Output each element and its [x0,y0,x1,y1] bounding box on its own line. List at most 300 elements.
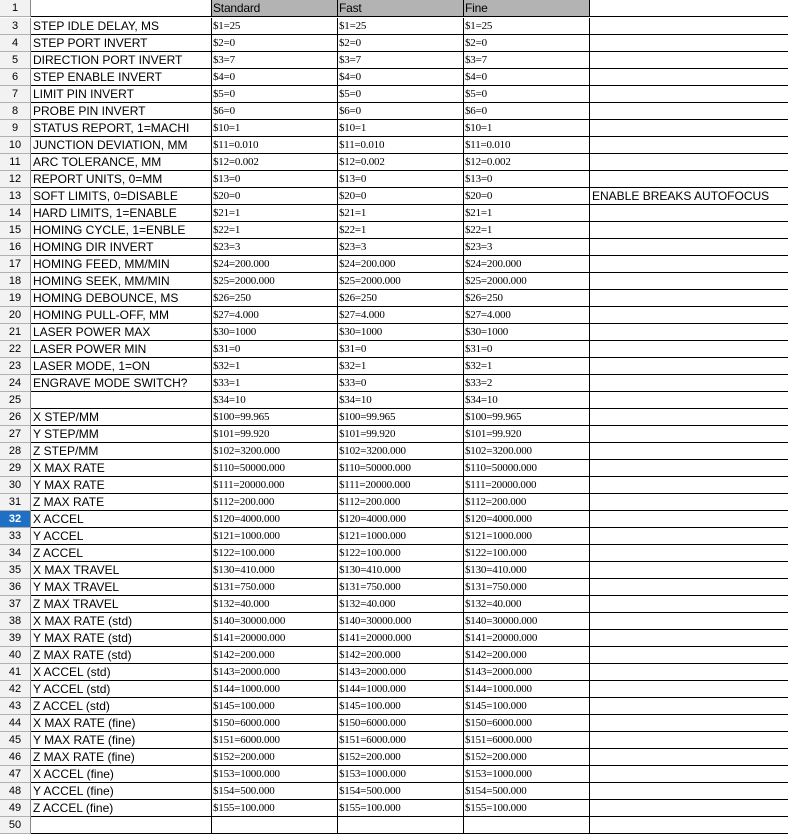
row-header[interactable]: 12 [0,171,31,188]
cell-standard[interactable]: $100=99.965 [212,409,338,426]
table-row [0,256,788,273]
cell-fast[interactable]: $141=20000.000 [338,630,464,647]
row-header[interactable]: 39 [0,630,31,647]
row-header[interactable]: 17 [0,256,31,273]
cell-fast[interactable]: $2=0 [338,35,464,52]
cell-description[interactable]: LASER POWER MIN [31,341,212,358]
cell-fine[interactable]: $6=0 [464,103,590,120]
cell-standard[interactable]: $132=40.000 [212,596,338,613]
cell-standard[interactable]: $121=1000.000 [212,528,338,545]
cell-fine[interactable]: $25=2000.000 [464,273,590,290]
row-header[interactable]: 35 [0,562,31,579]
row-header[interactable]: 16 [0,239,31,256]
cell-fine[interactable]: $153=1000.000 [464,766,590,783]
cell-fast[interactable]: $1=25 [338,18,464,35]
cell-note[interactable] [590,732,788,749]
cell-standard[interactable]: $112=200.000 [212,494,338,511]
cell-note[interactable] [590,443,788,460]
cell-fast[interactable]: $120=4000.000 [338,511,464,528]
cell-standard[interactable]: $31=0 [212,341,338,358]
cell-standard[interactable]: $34=10 [212,392,338,409]
cell-standard[interactable]: $27=4.000 [212,307,338,324]
cell-fine[interactable]: $34=10 [464,392,590,409]
cell-fine[interactable]: $140=30000.000 [464,613,590,630]
table-row [0,409,788,426]
cell-description[interactable]: HOMING SEEK, MM/MIN [31,273,212,290]
cell-fine[interactable]: $100=99.965 [464,409,590,426]
cell-standard[interactable]: $152=200.000 [212,749,338,766]
row-header[interactable]: 20 [0,307,31,324]
column-header-fast[interactable]: Fast [338,0,464,17]
cell-fine[interactable]: $145=100.000 [464,698,590,715]
cell-standard[interactable]: $20=0 [212,188,338,205]
cell-fast[interactable]: $145=100.000 [338,698,464,715]
cell-description[interactable]: X MAX RATE (fine) [31,715,212,732]
cell-description[interactable]: STEP PORT INVERT [31,35,212,52]
cell-description[interactable]: DIRECTION PORT INVERT [31,52,212,69]
cell-description[interactable]: X ACCEL (fine) [31,766,212,783]
row-header[interactable]: 19 [0,290,31,307]
cell-fast[interactable]: $151=6000.000 [338,732,464,749]
cell-fast[interactable]: $27=4.000 [338,307,464,324]
cell[interactable] [590,0,788,17]
cell-note[interactable] [590,511,788,528]
cell-fine[interactable]: $24=200.000 [464,256,590,273]
cell-note[interactable] [590,681,788,698]
cell-fast[interactable]: $12=0.002 [338,154,464,171]
cell-standard[interactable]: $22=1 [212,222,338,239]
cell-fine[interactable]: $112=200.000 [464,494,590,511]
cell-description[interactable]: SOFT LIMITS, 0=DISABLE [31,188,212,205]
cell-note[interactable] [590,154,788,171]
row-header[interactable]: 36 [0,579,31,596]
cell-fast[interactable]: $101=99.920 [338,426,464,443]
cell-fast[interactable]: $13=0 [338,171,464,188]
cell-note[interactable] [590,426,788,443]
cell-note[interactable] [590,52,788,69]
cell-description[interactable]: PROBE PIN INVERT [31,103,212,120]
row-header[interactable]: 21 [0,324,31,341]
cell-fast[interactable]: $152=200.000 [338,749,464,766]
cell-description[interactable]: X STEP/MM [31,409,212,426]
cell-description[interactable]: STEP ENABLE INVERT [31,69,212,86]
cell-note[interactable] [590,698,788,715]
cell-description[interactable]: ARC TOLERANCE, MM [31,154,212,171]
cell-description[interactable] [31,392,212,409]
cell-fast[interactable]: $111=20000.000 [338,477,464,494]
cell-fast[interactable] [338,817,464,834]
cell-fast[interactable]: $11=0.010 [338,137,464,154]
row-header[interactable]: 3 [0,18,31,35]
cell-description[interactable]: Z MAX TRAVEL [31,596,212,613]
row-header[interactable]: 49 [0,800,31,817]
column-header-fine[interactable]: Fine [464,0,590,17]
row-header[interactable]: 32 [0,511,31,528]
cell-note[interactable] [590,783,788,800]
cell-standard[interactable]: $13=0 [212,171,338,188]
row-header[interactable]: 13 [0,188,31,205]
cell-fine[interactable]: $33=2 [464,375,590,392]
row-header[interactable]: 4 [0,35,31,52]
cell-description[interactable]: JUNCTION DEVIATION, MM [31,137,212,154]
cell-standard[interactable]: $142=200.000 [212,647,338,664]
cell-description[interactable]: STATUS REPORT, 1=MACHI [31,120,212,137]
cell-fine[interactable]: $132=40.000 [464,596,590,613]
cell-fast[interactable]: $132=40.000 [338,596,464,613]
cell-note[interactable] [590,18,788,35]
cell-standard[interactable]: $11=0.010 [212,137,338,154]
cell-note[interactable] [590,817,788,834]
cell-fine[interactable]: $23=3 [464,239,590,256]
cell-note[interactable] [590,290,788,307]
cell-fine[interactable]: $101=99.920 [464,426,590,443]
cell-fast[interactable]: $142=200.000 [338,647,464,664]
cell-standard[interactable]: $153=1000.000 [212,766,338,783]
cell-standard[interactable]: $5=0 [212,86,338,103]
cell-note[interactable] [590,664,788,681]
row-header[interactable]: 44 [0,715,31,732]
row-header[interactable]: 14 [0,205,31,222]
cell-note[interactable] [590,715,788,732]
cell-fast[interactable]: $20=0 [338,188,464,205]
cell-fine[interactable]: $21=1 [464,205,590,222]
cell-standard[interactable]: $111=20000.000 [212,477,338,494]
cell-standard[interactable]: $33=1 [212,375,338,392]
cell-fast[interactable]: $131=750.000 [338,579,464,596]
row-header[interactable]: 45 [0,732,31,749]
row-header[interactable]: 7 [0,86,31,103]
row-header[interactable]: 9 [0,120,31,137]
cell-fast[interactable]: $33=0 [338,375,464,392]
cell-standard[interactable]: $150=6000.000 [212,715,338,732]
cell-description[interactable]: HOMING CYCLE, 1=ENBLE [31,222,212,239]
cell-standard[interactable]: $140=30000.000 [212,613,338,630]
cell-description[interactable]: X MAX TRAVEL [31,562,212,579]
cell-note[interactable] [590,494,788,511]
cell-note[interactable] [590,69,788,86]
cell-fast[interactable]: $154=500.000 [338,783,464,800]
cell-standard[interactable]: $151=6000.000 [212,732,338,749]
cell-fast[interactable]: $31=0 [338,341,464,358]
cell-fast[interactable]: $140=30000.000 [338,613,464,630]
cell-fast[interactable]: $10=1 [338,120,464,137]
cell-description[interactable]: Z MAX RATE (std) [31,647,212,664]
cell-description[interactable]: STEP IDLE DELAY, MS [31,18,212,35]
cell-fine[interactable]: $154=500.000 [464,783,590,800]
table-row [0,681,788,698]
cell-fine[interactable]: $4=0 [464,69,590,86]
cell-note[interactable] [590,630,788,647]
cell-fine[interactable]: $143=2000.000 [464,664,590,681]
cell-standard[interactable]: $23=3 [212,239,338,256]
cell-note[interactable] [590,545,788,562]
cell-standard[interactable]: $26=250 [212,290,338,307]
cell-note[interactable] [590,766,788,783]
row-header[interactable]: 23 [0,358,31,375]
cell-fine[interactable]: $26=250 [464,290,590,307]
cell-fast[interactable]: $22=1 [338,222,464,239]
row-header[interactable]: 50 [0,817,31,834]
cell-description[interactable]: Y ACCEL [31,528,212,545]
cell-note[interactable] [590,460,788,477]
cell-note[interactable] [590,171,788,188]
cell-fine[interactable]: $111=20000.000 [464,477,590,494]
cell-note[interactable] [590,596,788,613]
cell-fine[interactable]: $12=0.002 [464,154,590,171]
row-header[interactable]: 41 [0,664,31,681]
cell-description[interactable]: Y MAX RATE [31,477,212,494]
cell[interactable] [31,0,212,17]
cell-fine[interactable]: $155=100.000 [464,800,590,817]
cell-fine[interactable]: $27=4.000 [464,307,590,324]
row-header[interactable]: 42 [0,681,31,698]
cell-note[interactable]: ENABLE BREAKS AUTOFOCUS [590,188,788,205]
cell-note[interactable] [590,103,788,120]
cell-fine[interactable]: $31=0 [464,341,590,358]
cell-note[interactable] [590,375,788,392]
cell-note[interactable] [590,86,788,103]
cell-fine[interactable]: $110=50000.000 [464,460,590,477]
cell-fine[interactable]: $130=410.000 [464,562,590,579]
cell-standard[interactable]: $12=0.002 [212,154,338,171]
table-row [0,630,788,647]
cell-standard[interactable]: $6=0 [212,103,338,120]
cell-note[interactable] [590,35,788,52]
cell-description[interactable]: Y MAX RATE (fine) [31,732,212,749]
cell-standard[interactable]: $2=0 [212,35,338,52]
cell-standard[interactable]: $145=100.000 [212,698,338,715]
cell-fine[interactable]: $150=6000.000 [464,715,590,732]
cell-description[interactable]: Y STEP/MM [31,426,212,443]
cell-description[interactable]: Y ACCEL (fine) [31,783,212,800]
cell-note[interactable] [590,579,788,596]
cell-description[interactable]: X ACCEL [31,511,212,528]
cell-fine[interactable]: $131=750.000 [464,579,590,596]
cell-fast[interactable]: $110=50000.000 [338,460,464,477]
cell-description[interactable]: HOMING FEED, MM/MIN [31,256,212,273]
cell-fast[interactable]: $32=1 [338,358,464,375]
cell-fast[interactable]: $144=1000.000 [338,681,464,698]
cell-description[interactable]: Z STEP/MM [31,443,212,460]
cell-fast[interactable]: $5=0 [338,86,464,103]
cell-fine[interactable]: $122=100.000 [464,545,590,562]
row-header[interactable]: 33 [0,528,31,545]
cell-description[interactable]: HOMING DEBOUNCE, MS [31,290,212,307]
cell-note[interactable] [590,647,788,664]
row-header[interactable]: 5 [0,52,31,69]
cell-standard[interactable]: $24=200.000 [212,256,338,273]
cell-note[interactable] [590,256,788,273]
row-header[interactable]: 29 [0,460,31,477]
cell-fine[interactable]: $151=6000.000 [464,732,590,749]
cell-fine[interactable]: $3=7 [464,52,590,69]
cell-description[interactable]: Z ACCEL [31,545,212,562]
cell-standard[interactable]: $143=2000.000 [212,664,338,681]
cell-standard[interactable]: $154=500.000 [212,783,338,800]
cell-note[interactable] [590,341,788,358]
cell-standard[interactable]: $102=3200.000 [212,443,338,460]
row-header[interactable]: 38 [0,613,31,630]
cell-standard[interactable]: $32=1 [212,358,338,375]
cell-note[interactable] [590,324,788,341]
row-header[interactable]: 43 [0,698,31,715]
row-header[interactable]: 10 [0,137,31,154]
cell-description[interactable]: LIMIT PIN INVERT [31,86,212,103]
row-header[interactable]: 48 [0,783,31,800]
cell-fast[interactable]: $21=1 [338,205,464,222]
table-row [0,596,788,613]
row-header[interactable]: 46 [0,749,31,766]
cell-description[interactable]: X MAX RATE [31,460,212,477]
cell-description[interactable]: Z ACCEL (std) [31,698,212,715]
cell-fine[interactable]: $102=3200.000 [464,443,590,460]
cell-standard[interactable]: $30=1000 [212,324,338,341]
cell-fine[interactable]: $5=0 [464,86,590,103]
row-header[interactable]: 26 [0,409,31,426]
cell-note[interactable] [590,239,788,256]
cell-fine[interactable]: $30=1000 [464,324,590,341]
cell-note[interactable] [590,222,788,239]
cell-fine[interactable] [464,817,590,834]
cell-description[interactable]: LASER POWER MAX [31,324,212,341]
cell-fine[interactable]: $10=1 [464,120,590,137]
cell-description[interactable]: X MAX RATE (std) [31,613,212,630]
cell-description[interactable]: Y MAX TRAVEL [31,579,212,596]
row-header[interactable]: 1 [0,0,31,17]
cell-standard[interactable] [212,817,338,834]
cell-fine[interactable]: $142=200.000 [464,647,590,664]
cell-standard[interactable]: $122=100.000 [212,545,338,562]
cell-note[interactable] [590,137,788,154]
cell-fine[interactable]: $22=1 [464,222,590,239]
cell-fast[interactable]: $143=2000.000 [338,664,464,681]
cell-note[interactable] [590,120,788,137]
cell-description[interactable]: HARD LIMITS, 1=ENABLE [31,205,212,222]
row-header[interactable]: 40 [0,647,31,664]
row-header[interactable]: 18 [0,273,31,290]
cell-description[interactable]: Z MAX RATE [31,494,212,511]
row-header[interactable]: 31 [0,494,31,511]
cell-fast[interactable]: $34=10 [338,392,464,409]
cell-standard[interactable]: $101=99.920 [212,426,338,443]
cell-fine[interactable]: $141=20000.000 [464,630,590,647]
cell-note[interactable] [590,800,788,817]
cell-standard[interactable]: $120=4000.000 [212,511,338,528]
cell-description[interactable]: X ACCEL (std) [31,664,212,681]
cell-standard[interactable]: $10=1 [212,120,338,137]
row-header[interactable]: 34 [0,545,31,562]
cell-fast[interactable]: $155=100.000 [338,800,464,817]
cell-note[interactable] [590,358,788,375]
cell-note[interactable] [590,613,788,630]
cell-fast[interactable]: $121=1000.000 [338,528,464,545]
cell-fine[interactable]: $11=0.010 [464,137,590,154]
cell-description[interactable]: Y ACCEL (std) [31,681,212,698]
cell-standard[interactable]: $1=25 [212,18,338,35]
cell-note[interactable] [590,477,788,494]
cell-description[interactable]: Z MAX RATE (fine) [31,749,212,766]
cell-standard[interactable]: $21=1 [212,205,338,222]
row-header[interactable]: 22 [0,341,31,358]
cell-standard[interactable]: $131=750.000 [212,579,338,596]
cell-standard[interactable]: $130=410.000 [212,562,338,579]
cell-fast[interactable]: $6=0 [338,103,464,120]
cell-description[interactable]: REPORT UNITS, 0=MM [31,171,212,188]
cell-standard[interactable]: $4=0 [212,69,338,86]
row-header[interactable]: 6 [0,69,31,86]
row-header[interactable]: 11 [0,154,31,171]
cell-description[interactable]: HOMING DIR INVERT [31,239,212,256]
cell-standard[interactable]: $25=2000.000 [212,273,338,290]
cell-fast[interactable]: $122=100.000 [338,545,464,562]
cell-note[interactable] [590,273,788,290]
cell-description[interactable]: ENGRAVE MODE SWITCH? [31,375,212,392]
cell-fast[interactable]: $4=0 [338,69,464,86]
cell-fine[interactable]: $152=200.000 [464,749,590,766]
cell-fine[interactable]: $144=1000.000 [464,681,590,698]
cell-fine[interactable]: $2=0 [464,35,590,52]
cell-fine[interactable]: $121=1000.000 [464,528,590,545]
cell-description[interactable]: LASER MODE, 1=ON [31,358,212,375]
cell-fast[interactable]: $100=99.965 [338,409,464,426]
row-header[interactable]: 27 [0,426,31,443]
cell-fast[interactable]: $153=1000.000 [338,766,464,783]
cell-standard[interactable]: $155=100.000 [212,800,338,817]
cell-fast[interactable]: $150=6000.000 [338,715,464,732]
cell-standard[interactable]: $110=50000.000 [212,460,338,477]
cell-fast[interactable]: $23=3 [338,239,464,256]
cell-standard[interactable]: $144=1000.000 [212,681,338,698]
row-header[interactable]: 37 [0,596,31,613]
row-header[interactable]: 47 [0,766,31,783]
cell-fine[interactable]: $13=0 [464,171,590,188]
table-row [0,698,788,715]
cell-fast[interactable]: $102=3200.000 [338,443,464,460]
cell-fast[interactable]: $130=410.000 [338,562,464,579]
cell-fine[interactable]: $1=25 [464,18,590,35]
cell-fast[interactable]: $24=200.000 [338,256,464,273]
cell-note[interactable] [590,562,788,579]
row-header[interactable]: 24 [0,375,31,392]
cell-description[interactable]: Z ACCEL (fine) [31,800,212,817]
cell-description[interactable] [31,817,212,834]
column-header-standard[interactable]: Standard [212,0,338,17]
cell-description[interactable]: Y MAX RATE (std) [31,630,212,647]
cell-description[interactable]: HOMING PULL-OFF, MM [31,307,212,324]
cell-fast[interactable]: $112=200.000 [338,494,464,511]
row-header[interactable]: 8 [0,103,31,120]
cell-note[interactable] [590,392,788,409]
row-header[interactable]: 30 [0,477,31,494]
cell-standard[interactable]: $3=7 [212,52,338,69]
cell-fast[interactable]: $30=1000 [338,324,464,341]
cell-fast[interactable]: $3=7 [338,52,464,69]
cell-standard[interactable]: $141=20000.000 [212,630,338,647]
cell-note[interactable] [590,307,788,324]
cell-fine[interactable]: $20=0 [464,188,590,205]
row-header[interactable]: 15 [0,222,31,239]
cell-fast[interactable]: $26=250 [338,290,464,307]
cell-fine[interactable]: $32=1 [464,358,590,375]
cell-note[interactable] [590,528,788,545]
cell-note[interactable] [590,749,788,766]
cell-note[interactable] [590,205,788,222]
cell-note[interactable] [590,409,788,426]
cell-fast[interactable]: $25=2000.000 [338,273,464,290]
row-header[interactable]: 25 [0,392,31,409]
cell-fine[interactable]: $120=4000.000 [464,511,590,528]
row-header[interactable]: 28 [0,443,31,460]
